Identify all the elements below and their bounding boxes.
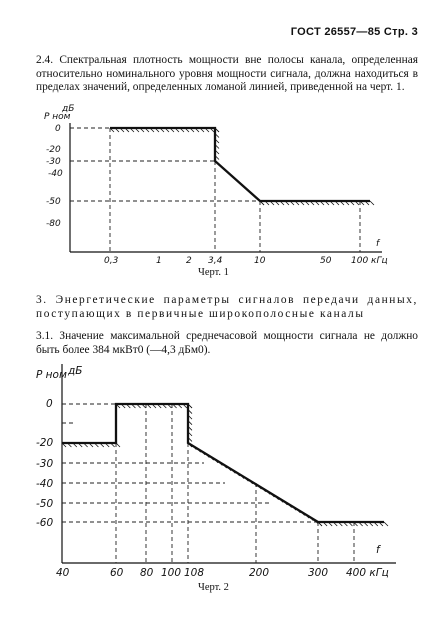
ytick: -50 [46, 197, 61, 207]
ytick: 0 [46, 398, 53, 410]
ytick: -20 [36, 437, 54, 449]
xtick: 10 [254, 256, 266, 266]
y-axis-unit: дБ [68, 365, 83, 377]
chart-2-caption: Черт. 2 [198, 582, 229, 593]
xtick: 40 [56, 567, 70, 579]
ytick: -40 [36, 478, 54, 490]
xtick: 100 [161, 567, 182, 579]
ytick: 0 [55, 124, 61, 134]
xtick: 400 кГц [346, 567, 389, 579]
paragraph-3-1: 3.1. Значение максимальной среднечасовой мощности сигнала не должно быть более 384 мкВт0 (—4,3 дБм0). [36, 330, 418, 356]
xtick: 80 [140, 567, 154, 579]
y-axis-label: P ном [44, 112, 71, 122]
ytick: -60 [36, 517, 54, 529]
xtick: 1 [156, 256, 162, 266]
xtick: 200 [249, 567, 270, 579]
xtick: 0,3 [104, 256, 119, 266]
y-axis-unit: дБ [62, 104, 75, 114]
ytick: -20 [46, 145, 61, 155]
limit-line [62, 404, 384, 522]
paragraph-2-4: 2.4. Спектральная плотность мощности вне полосы канала, определенная относительно номинального уровня мощности сигнала, должна находиться в пределах значений, определенных ломаной линией, приведенной на черт. 1. [36, 54, 418, 94]
chart-1-caption: Черт. 1 [198, 267, 229, 278]
page-header: ГОСТ 26557—85 Стр. 3 [290, 26, 418, 38]
xtick: 300 [308, 567, 329, 579]
hatch-mark [384, 522, 388, 526]
y-axis-label: P ном [36, 369, 67, 381]
x-axis-label: f [376, 544, 380, 556]
xtick: 50 [320, 256, 332, 266]
xtick: 60 [110, 567, 124, 579]
ytick: -30 [36, 458, 54, 470]
ytick: -40 [48, 169, 63, 179]
xtick: 100 кГц [351, 256, 388, 266]
xtick: 108 [184, 567, 205, 579]
ytick: -50 [36, 498, 54, 510]
ytick: -30 [46, 157, 61, 167]
xtick: 2 [186, 256, 192, 266]
section-3-heading: 3. Энергетические параметры сигналов передачи данных, поступающих в первичные широкополосные каналы [36, 294, 418, 320]
ytick: -80 [46, 219, 61, 229]
xtick: 3,4 [208, 256, 223, 266]
x-axis-label: f [376, 239, 380, 249]
